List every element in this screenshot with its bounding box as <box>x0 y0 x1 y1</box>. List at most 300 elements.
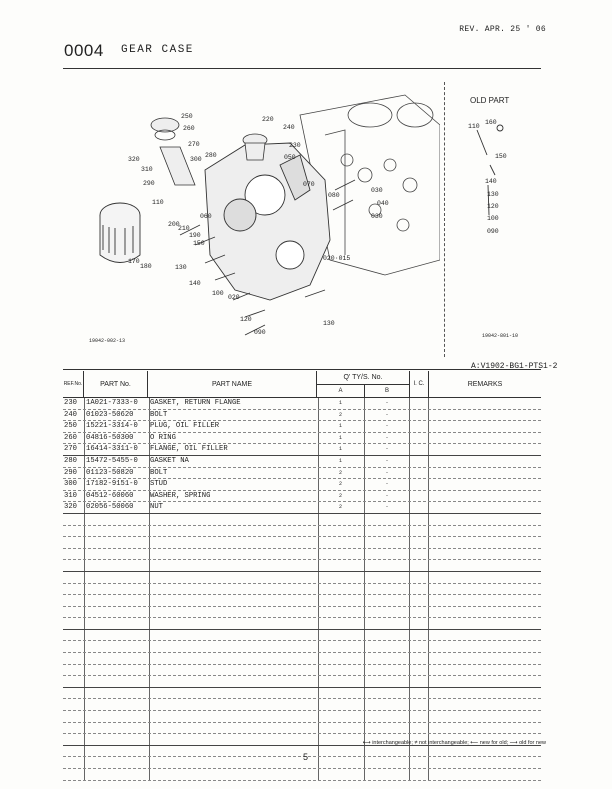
table-row <box>63 653 541 665</box>
qty-b-cell <box>365 711 410 722</box>
part-name-cell <box>148 641 319 652</box>
remarks-cell <box>429 676 541 687</box>
svg-text:250: 250 <box>181 113 193 120</box>
part-name-cell <box>148 630 319 641</box>
remarks-cell <box>429 699 541 710</box>
page-number: 5 <box>303 752 309 762</box>
qty-a-cell <box>317 526 365 537</box>
part-name-cell <box>148 676 319 687</box>
part-name-cell: O RING <box>148 433 319 444</box>
table-row <box>63 444 541 456</box>
ic-cell <box>410 653 429 664</box>
part-no-cell <box>84 746 150 757</box>
part-no-cell <box>84 665 150 676</box>
svg-text:200: 200 <box>168 221 180 228</box>
ref-cell <box>63 723 85 734</box>
part-no-cell: 02056-50060 <box>84 502 150 513</box>
part-name-cell <box>148 688 319 699</box>
ic-cell <box>410 456 429 467</box>
table-row <box>63 607 541 619</box>
ic-cell <box>410 560 429 571</box>
ic-cell <box>410 433 429 444</box>
part-no-cell: 16414-3311-0 <box>84 444 150 455</box>
remarks-cell <box>429 688 541 699</box>
part-no-cell: 15221-3314-0 <box>84 421 150 432</box>
svg-text:130: 130 <box>175 264 187 271</box>
qty-b-cell <box>365 630 410 641</box>
qty-b-cell: - <box>365 456 410 467</box>
svg-text:320: 320 <box>128 156 140 163</box>
ref-cell: 240 <box>63 410 85 421</box>
table-row <box>63 514 541 526</box>
part-name-cell <box>148 526 319 537</box>
revision-date: REV. APR. 25 ' 06 <box>459 25 546 34</box>
qty-b-cell: - <box>365 398 410 409</box>
table-row <box>63 537 541 549</box>
qty-b-cell: - <box>365 468 410 479</box>
remarks-cell <box>429 491 541 502</box>
remarks-cell <box>429 572 541 583</box>
table-body <box>63 398 541 781</box>
part-name-cell <box>148 723 319 734</box>
part-no-cell <box>84 653 150 664</box>
part-name-cell: PLUG, OIL FILLER <box>148 421 319 432</box>
qty-b-cell <box>365 607 410 618</box>
svg-text:240: 240 <box>283 124 295 131</box>
ic-cell <box>410 676 429 687</box>
ref-cell <box>63 641 85 652</box>
table-row <box>63 630 541 642</box>
qty-b-cell: - <box>365 444 410 455</box>
ic-cell <box>410 444 429 455</box>
qty-b-cell <box>365 653 410 664</box>
svg-text:290: 290 <box>143 180 155 187</box>
part-name-cell: GASKET NA <box>148 456 319 467</box>
ic-cell <box>410 479 429 490</box>
svg-text:090: 090 <box>254 329 266 336</box>
part-no-cell <box>84 537 150 548</box>
header-part-name: PART NAME <box>148 371 317 397</box>
svg-text:100: 100 <box>212 290 224 297</box>
svg-text:110: 110 <box>468 123 480 130</box>
remarks-cell <box>429 595 541 606</box>
svg-text:140: 140 <box>189 280 201 287</box>
part-name-cell <box>148 618 319 629</box>
qty-b-cell <box>365 746 410 757</box>
ref-cell <box>63 618 85 629</box>
qty-b-cell: - <box>365 491 410 502</box>
table-row <box>63 641 541 653</box>
ref-cell <box>63 746 85 757</box>
qty-b-cell <box>365 514 410 525</box>
qty-a-cell: 2 <box>317 491 365 502</box>
part-name-cell <box>148 653 319 664</box>
qty-b-cell <box>365 676 410 687</box>
svg-text:090: 090 <box>487 228 499 235</box>
qty-a-cell <box>317 699 365 710</box>
table-row <box>63 699 541 711</box>
part-no-cell <box>84 618 150 629</box>
qty-a-cell <box>317 676 365 687</box>
gear-case-cover <box>205 143 330 300</box>
qty-b-cell <box>365 560 410 571</box>
ic-cell <box>410 746 429 757</box>
ic-cell <box>410 630 429 641</box>
svg-text:160: 160 <box>485 119 497 126</box>
qty-a-cell: 1 <box>317 421 365 432</box>
remarks-cell <box>429 421 541 432</box>
remarks-cell <box>429 444 541 455</box>
ref-cell <box>63 572 85 583</box>
remarks-cell <box>429 630 541 641</box>
table-row <box>63 711 541 723</box>
qty-a-cell: 1 <box>317 456 365 467</box>
table-row <box>63 665 541 677</box>
qty-b-cell <box>365 688 410 699</box>
svg-text:100: 100 <box>487 215 499 222</box>
table-top-rule <box>63 369 541 370</box>
part-name-cell: FLANGE, OIL FILLER <box>148 444 319 455</box>
qty-a-cell <box>317 549 365 560</box>
remarks-cell <box>429 711 541 722</box>
header-ref: REF.No. <box>63 371 84 397</box>
ref-cell <box>63 757 85 768</box>
ref-cell <box>63 560 85 571</box>
part-no-cell: 1A021-7333-0 <box>84 398 150 409</box>
ref-cell <box>63 699 85 710</box>
qty-b-cell: - <box>365 479 410 490</box>
part-no-cell <box>84 757 150 768</box>
qty-a-cell: 1 <box>317 398 365 409</box>
remarks-cell <box>429 723 541 734</box>
part-name-cell: BOLT <box>148 410 319 421</box>
model-code: A:V1902-BG1-PTS1-2 <box>471 362 558 371</box>
remarks-cell <box>429 433 541 444</box>
oil-filter <box>100 203 140 263</box>
ref-cell <box>63 653 85 664</box>
qty-b-cell <box>365 537 410 548</box>
remarks-cell <box>429 641 541 652</box>
svg-text:280: 280 <box>205 152 217 159</box>
section-code: 0004 <box>64 41 104 60</box>
ic-cell <box>410 526 429 537</box>
ic-cell <box>410 502 429 513</box>
svg-text:180: 180 <box>140 263 152 270</box>
qty-a-cell <box>317 630 365 641</box>
part-no-cell: 04512-60060 <box>84 491 150 502</box>
table-row <box>63 584 541 596</box>
qty-a-cell: 1 <box>317 444 365 455</box>
old-part-diagram <box>455 110 535 240</box>
part-no-cell <box>84 572 150 583</box>
qty-b-cell <box>365 549 410 560</box>
table-row <box>63 456 541 468</box>
part-no-cell <box>84 688 150 699</box>
header-rule <box>63 68 541 69</box>
qty-a-cell <box>317 595 365 606</box>
ref-cell <box>63 665 85 676</box>
svg-text:190: 190 <box>189 232 201 239</box>
part-no-cell: 17182-9151-0 <box>84 479 150 490</box>
part-name-cell <box>148 595 319 606</box>
table-row <box>63 560 541 572</box>
table-row <box>63 757 541 769</box>
header-remarks: REMARKS <box>467 380 503 388</box>
diagram-divider <box>444 82 445 357</box>
ref-cell <box>63 584 85 595</box>
ic-cell <box>410 769 429 780</box>
old-part-label: OLD PART <box>470 96 510 105</box>
table-row <box>63 595 541 607</box>
header-qty-a: A <box>317 385 365 397</box>
qty-a-cell <box>317 607 365 618</box>
ref-cell <box>63 514 85 525</box>
ref-cell: 260 <box>63 433 85 444</box>
section-title: GEAR CASE <box>121 44 194 56</box>
qty-b-cell <box>365 526 410 537</box>
part-no-cell <box>84 607 150 618</box>
remarks-cell <box>429 468 541 479</box>
remarks-cell <box>429 537 541 548</box>
remarks-cell <box>429 514 541 525</box>
qty-a-cell: 2 <box>317 410 365 421</box>
part-no-cell: 15472-5455-0 <box>84 456 150 467</box>
ref-cell <box>63 630 85 641</box>
remarks-cell <box>429 479 541 490</box>
qty-a-cell <box>317 757 365 768</box>
part-no-cell <box>84 584 150 595</box>
ref-cell: 320 <box>63 502 85 513</box>
svg-text:080: 080 <box>328 192 340 199</box>
qty-a-cell <box>317 641 365 652</box>
svg-text:230: 230 <box>289 142 301 149</box>
part-no-cell: 04816-50300 <box>84 433 150 444</box>
ref-cell: 280 <box>63 456 85 467</box>
ic-cell <box>410 688 429 699</box>
ref-cell <box>63 711 85 722</box>
qty-a-cell <box>317 688 365 699</box>
ic-cell <box>410 398 429 409</box>
remarks-cell <box>429 757 541 768</box>
part-name-cell <box>148 769 319 780</box>
table-row <box>63 479 541 491</box>
part-name-cell: NUT <box>148 502 319 513</box>
qty-b-cell <box>365 641 410 652</box>
remarks-cell <box>429 584 541 595</box>
part-name-cell <box>148 757 319 768</box>
svg-text:150: 150 <box>193 240 205 247</box>
ic-cell <box>410 641 429 652</box>
ic-cell <box>410 468 429 479</box>
ic-cell <box>410 410 429 421</box>
header-qty-b: B <box>365 385 410 397</box>
ref-cell: 270 <box>63 444 85 455</box>
part-no-cell <box>84 641 150 652</box>
remarks-cell <box>429 746 541 757</box>
qty-a-cell <box>317 653 365 664</box>
remarks-cell <box>429 653 541 664</box>
remarks-cell <box>429 618 541 629</box>
qty-a-cell: 1 <box>317 433 365 444</box>
part-no-cell <box>84 711 150 722</box>
ref-cell: 290 <box>63 468 85 479</box>
part-name-cell <box>148 711 319 722</box>
table-row <box>63 526 541 538</box>
qty-a-cell <box>317 514 365 525</box>
ic-cell <box>410 618 429 629</box>
remarks-cell <box>429 607 541 618</box>
svg-text:120: 120 <box>240 316 252 323</box>
svg-text:260: 260 <box>183 125 195 132</box>
svg-text:020·015: 020·015 <box>323 255 351 262</box>
ref-cell <box>63 769 85 780</box>
interchangeability-legend: ⟷ interchangeable; ≠ not interchangeable; ⟵ new for old; ⟶ old for new <box>362 740 546 746</box>
parts-table <box>63 371 541 781</box>
part-no-cell <box>84 699 150 710</box>
svg-text:030: 030 <box>371 213 383 220</box>
svg-text:050: 050 <box>284 154 296 161</box>
part-name-cell <box>148 514 319 525</box>
part-name-cell <box>148 746 319 757</box>
part-name-cell <box>148 607 319 618</box>
header-ic: I. C. <box>410 371 429 397</box>
svg-text:220: 220 <box>262 116 274 123</box>
part-name-cell <box>148 572 319 583</box>
qty-a-cell <box>317 537 365 548</box>
remarks-cell <box>429 769 541 780</box>
ic-cell <box>410 514 429 525</box>
part-no-cell <box>84 549 150 560</box>
table-row <box>63 433 541 445</box>
ref-cell <box>63 595 85 606</box>
qty-a-cell <box>317 723 365 734</box>
qty-a-cell <box>317 572 365 583</box>
part-name-cell: STUD <box>148 479 319 490</box>
table-row <box>63 723 541 735</box>
part-no-cell: 01123-50820 <box>84 468 150 479</box>
ref-cell <box>63 607 85 618</box>
ref-cell <box>63 688 85 699</box>
part-name-cell: BOLT <box>148 468 319 479</box>
svg-text:120: 120 <box>487 203 499 210</box>
part-name-cell <box>148 584 319 595</box>
part-no-cell <box>84 734 150 745</box>
remarks-cell <box>429 398 541 409</box>
svg-text:270: 270 <box>188 141 200 148</box>
qty-b-cell: - <box>365 433 410 444</box>
table-row <box>63 618 541 630</box>
part-no-cell <box>84 560 150 571</box>
ic-cell <box>410 421 429 432</box>
svg-text:310: 310 <box>141 166 153 173</box>
remarks-cell <box>429 560 541 571</box>
remarks-cell <box>429 526 541 537</box>
qty-b-cell <box>365 665 410 676</box>
qty-b-cell: - <box>365 421 410 432</box>
qty-b-cell <box>365 769 410 780</box>
ic-cell <box>410 572 429 583</box>
ref-cell <box>63 734 85 745</box>
table-row <box>63 502 541 514</box>
svg-text:170: 170 <box>128 258 140 265</box>
qty-a-cell: 2 <box>317 502 365 513</box>
ic-cell <box>410 595 429 606</box>
svg-text:060: 060 <box>200 213 212 220</box>
part-no-cell <box>84 769 150 780</box>
part-name-cell <box>148 537 319 548</box>
ref-cell <box>63 537 85 548</box>
qty-b-cell <box>365 757 410 768</box>
ic-cell <box>410 537 429 548</box>
svg-text:140: 140 <box>485 178 497 185</box>
part-name-cell <box>148 560 319 571</box>
table-row <box>63 572 541 584</box>
table-row <box>63 468 541 480</box>
qty-b-cell: - <box>365 502 410 513</box>
ic-cell <box>410 699 429 710</box>
table-row <box>63 676 541 688</box>
part-no-cell <box>84 526 150 537</box>
header-part-no: PART No. <box>84 371 148 397</box>
part-no-cell <box>84 723 150 734</box>
qty-b-cell <box>365 572 410 583</box>
table-row <box>63 549 541 561</box>
svg-text:020: 020 <box>228 294 240 301</box>
svg-text:030: 030 <box>371 187 383 194</box>
ref-cell: 300 <box>63 479 85 490</box>
qty-a-cell: 2 <box>317 479 365 490</box>
qty-a-cell: 2 <box>317 468 365 479</box>
ref-cell: 230 <box>63 398 85 409</box>
svg-text:040: 040 <box>377 200 389 207</box>
return-flange <box>243 134 267 160</box>
ic-cell <box>410 607 429 618</box>
part-name-cell <box>148 734 319 745</box>
qty-a-cell <box>317 584 365 595</box>
qty-b-cell <box>365 584 410 595</box>
part-no-cell <box>84 630 150 641</box>
svg-text:150: 150 <box>495 153 507 160</box>
ref-cell: 250 <box>63 421 85 432</box>
table-row <box>63 769 541 781</box>
table-row <box>63 491 541 503</box>
qty-a-cell <box>317 711 365 722</box>
qty-b-cell <box>365 723 410 734</box>
qty-a-cell <box>317 560 365 571</box>
svg-text:070: 070 <box>303 181 315 188</box>
ic-cell <box>410 723 429 734</box>
ic-cell <box>410 584 429 595</box>
part-name-cell <box>148 549 319 560</box>
exploded-diagram <box>85 85 440 350</box>
svg-text:300: 300 <box>190 156 202 163</box>
qty-b-cell: - <box>365 410 410 421</box>
part-no-cell <box>84 595 150 606</box>
svg-text:130: 130 <box>487 191 499 198</box>
ic-cell <box>410 491 429 502</box>
part-name-cell <box>148 699 319 710</box>
ref-cell: 310 <box>63 491 85 502</box>
svg-text:130: 130 <box>323 320 335 327</box>
remarks-cell <box>429 456 541 467</box>
ic-cell <box>410 549 429 560</box>
table-header <box>63 371 541 398</box>
ic-cell <box>410 665 429 676</box>
table-row <box>63 410 541 422</box>
ref-cell <box>63 549 85 560</box>
qty-a-cell <box>317 618 365 629</box>
svg-text:110: 110 <box>152 199 164 206</box>
